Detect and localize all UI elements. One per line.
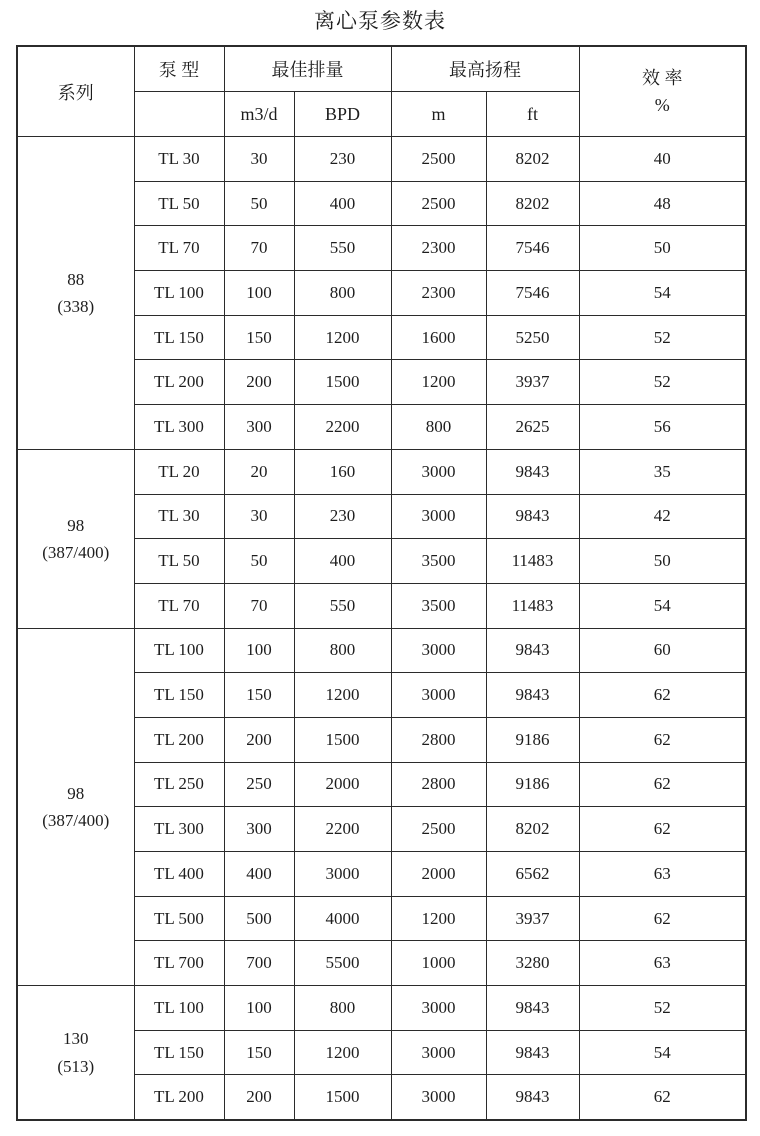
m-cell: 3000	[391, 1030, 486, 1075]
ft-cell: 8202	[486, 807, 579, 852]
m-cell: 3500	[391, 539, 486, 584]
m-cell: 2500	[391, 181, 486, 226]
bpd-cell: 1500	[294, 717, 391, 762]
ft-cell: 7546	[486, 271, 579, 316]
m3d-cell: 100	[224, 628, 294, 673]
bpd-cell: 550	[294, 226, 391, 271]
m3d-cell: 50	[224, 539, 294, 584]
efficiency-cell: 52	[579, 986, 746, 1031]
ft-cell: 3937	[486, 360, 579, 405]
pump-type-cell: TL 300	[134, 405, 224, 450]
efficiency-cell: 62	[579, 807, 746, 852]
efficiency-cell: 63	[579, 852, 746, 897]
ft-cell: 2625	[486, 405, 579, 450]
efficiency-cell: 50	[579, 539, 746, 584]
m3d-cell: 300	[224, 807, 294, 852]
bpd-cell: 2200	[294, 405, 391, 450]
m3d-cell: 150	[224, 1030, 294, 1075]
ft-cell: 3937	[486, 896, 579, 941]
header-row-1	[17, 46, 746, 92]
series-line: (387/400)	[42, 810, 110, 830]
bpd-cell: 4000	[294, 896, 391, 941]
ft-cell: 9843	[486, 494, 579, 539]
pump-type-cell: TL 100	[134, 628, 224, 673]
ft-cell: 5250	[486, 315, 579, 360]
m3d-cell: 250	[224, 762, 294, 807]
ft-cell: 11483	[486, 539, 579, 584]
m-cell: 1000	[391, 941, 486, 986]
bpd-cell: 1200	[294, 315, 391, 360]
bpd-cell: 400	[294, 181, 391, 226]
pump-type-cell: TL 70	[134, 226, 224, 271]
pump-type-cell: TL 150	[134, 315, 224, 360]
bpd-cell: 2200	[294, 807, 391, 852]
bpd-cell: 160	[294, 449, 391, 494]
pump-type-cell: TL 30	[134, 137, 224, 182]
efficiency-cell: 56	[579, 405, 746, 450]
m3d-cell: 200	[224, 360, 294, 405]
m-cell: 3000	[391, 986, 486, 1031]
m3d-cell: 70	[224, 226, 294, 271]
pump-parameters-table	[16, 45, 747, 1121]
m3d-cell: 700	[224, 941, 294, 986]
table-row	[17, 986, 746, 1031]
m3d-cell: 150	[224, 315, 294, 360]
ft-cell: 8202	[486, 137, 579, 182]
header-unit-bpd: BPD	[294, 92, 391, 137]
pump-type-cell: TL 50	[134, 181, 224, 226]
m-cell: 3000	[391, 449, 486, 494]
pump-type-cell: TL 200	[134, 360, 224, 405]
header-unit-ft: ft	[486, 92, 579, 137]
m3d-cell: 500	[224, 896, 294, 941]
m3d-cell: 400	[224, 852, 294, 897]
ft-cell: 8202	[486, 181, 579, 226]
pump-type-cell: TL 400	[134, 852, 224, 897]
efficiency-cell: 62	[579, 1075, 746, 1120]
ft-cell: 9843	[486, 1075, 579, 1120]
ft-cell: 9186	[486, 762, 579, 807]
header-pump-type-sub	[134, 92, 224, 137]
ft-cell: 9843	[486, 1030, 579, 1075]
header-series: 系列	[17, 46, 134, 137]
efficiency-cell: 54	[579, 583, 746, 628]
bpd-cell: 800	[294, 986, 391, 1031]
m-cell: 3000	[391, 1075, 486, 1120]
m3d-cell: 30	[224, 494, 294, 539]
pump-type-cell: TL 100	[134, 271, 224, 316]
page-title: 离心泵参数表	[314, 9, 446, 33]
series-line: (513)	[57, 1056, 95, 1076]
m3d-cell: 50	[224, 181, 294, 226]
efficiency-cell: 60	[579, 628, 746, 673]
table-body	[17, 137, 746, 1121]
pump-type-cell: TL 200	[134, 717, 224, 762]
efficiency-cell: 62	[579, 896, 746, 941]
ft-cell: 9843	[486, 628, 579, 673]
bpd-cell: 400	[294, 539, 391, 584]
header-efficiency-unit: %	[654, 94, 670, 115]
m-cell: 3500	[391, 583, 486, 628]
m-cell: 2800	[391, 762, 486, 807]
m-cell: 3000	[391, 628, 486, 673]
bpd-cell: 1500	[294, 360, 391, 405]
bpd-cell: 1500	[294, 1075, 391, 1120]
bpd-cell: 1200	[294, 673, 391, 718]
series-cell-group-3	[17, 628, 134, 986]
ft-cell: 6562	[486, 852, 579, 897]
efficiency-cell: 62	[579, 717, 746, 762]
series-line: 130	[63, 1029, 89, 1049]
pump-type-cell: TL 50	[134, 539, 224, 584]
m-cell: 1200	[391, 360, 486, 405]
ft-cell: 9843	[486, 673, 579, 718]
series-cell-group-2	[17, 449, 134, 628]
pump-type-cell: TL 100	[134, 986, 224, 1031]
m-cell: 1600	[391, 315, 486, 360]
pump-type-cell: TL 150	[134, 673, 224, 718]
pump-type-cell: TL 150	[134, 1030, 224, 1075]
pump-type-cell: TL 300	[134, 807, 224, 852]
table-row	[17, 628, 746, 673]
efficiency-cell: 50	[579, 226, 746, 271]
m-cell: 2300	[391, 226, 486, 271]
pump-type-cell: TL 30	[134, 494, 224, 539]
ft-cell: 9186	[486, 717, 579, 762]
pump-type-cell: TL 500	[134, 896, 224, 941]
efficiency-cell: 35	[579, 449, 746, 494]
m-cell: 2300	[391, 271, 486, 316]
header-max-head: 最高扬程	[391, 46, 579, 92]
header-unit-m3d: m3/d	[224, 92, 294, 137]
series-line: 88	[67, 269, 85, 289]
m-cell: 2000	[391, 852, 486, 897]
series-line: (338)	[57, 296, 95, 316]
efficiency-cell: 52	[579, 360, 746, 405]
m-cell: 800	[391, 405, 486, 450]
pump-type-cell: TL 700	[134, 941, 224, 986]
efficiency-cell: 54	[579, 1030, 746, 1075]
bpd-cell: 800	[294, 628, 391, 673]
header-pump-type: 泵 型	[134, 46, 224, 92]
ft-cell: 9843	[486, 449, 579, 494]
m3d-cell: 300	[224, 405, 294, 450]
m-cell: 1200	[391, 896, 486, 941]
table-row	[17, 137, 746, 182]
m-cell: 3000	[391, 494, 486, 539]
pump-type-cell: TL 70	[134, 583, 224, 628]
m-cell: 2500	[391, 807, 486, 852]
m3d-cell: 20	[224, 449, 294, 494]
pump-type-cell: TL 250	[134, 762, 224, 807]
bpd-cell: 800	[294, 271, 391, 316]
efficiency-cell: 42	[579, 494, 746, 539]
series-line: 98	[67, 783, 85, 803]
m-cell: 2500	[391, 137, 486, 182]
m3d-cell: 30	[224, 137, 294, 182]
efficiency-cell: 40	[579, 137, 746, 182]
efficiency-cell: 48	[579, 181, 746, 226]
m3d-cell: 70	[224, 583, 294, 628]
efficiency-cell: 63	[579, 941, 746, 986]
m3d-cell: 150	[224, 673, 294, 718]
efficiency-cell: 52	[579, 315, 746, 360]
series-cell-group-4	[17, 986, 134, 1121]
header-best-displacement: 最佳排量	[224, 46, 391, 92]
header-efficiency-label: 效 率	[642, 68, 683, 89]
efficiency-cell: 54	[579, 271, 746, 316]
header-unit-m: m	[391, 92, 486, 137]
ft-cell: 7546	[486, 226, 579, 271]
bpd-cell: 1200	[294, 1030, 391, 1075]
m3d-cell: 100	[224, 986, 294, 1031]
m3d-cell: 100	[224, 271, 294, 316]
ft-cell: 3280	[486, 941, 579, 986]
ft-cell: 11483	[486, 583, 579, 628]
bpd-cell: 5500	[294, 941, 391, 986]
bpd-cell: 2000	[294, 762, 391, 807]
m-cell: 2800	[391, 717, 486, 762]
pump-type-cell: TL 200	[134, 1075, 224, 1120]
bpd-cell: 230	[294, 137, 391, 182]
series-line: 98	[67, 515, 85, 535]
bpd-cell: 550	[294, 583, 391, 628]
pump-type-cell: TL 20	[134, 449, 224, 494]
efficiency-cell: 62	[579, 762, 746, 807]
header-efficiency	[579, 46, 746, 137]
series-cell-group-1	[17, 137, 134, 450]
bpd-cell: 3000	[294, 852, 391, 897]
m3d-cell: 200	[224, 717, 294, 762]
bpd-cell: 230	[294, 494, 391, 539]
ft-cell: 9843	[486, 986, 579, 1031]
table-row	[17, 449, 746, 494]
efficiency-cell: 62	[579, 673, 746, 718]
series-line: (387/400)	[42, 542, 110, 562]
m3d-cell: 200	[224, 1075, 294, 1120]
m-cell: 3000	[391, 673, 486, 718]
